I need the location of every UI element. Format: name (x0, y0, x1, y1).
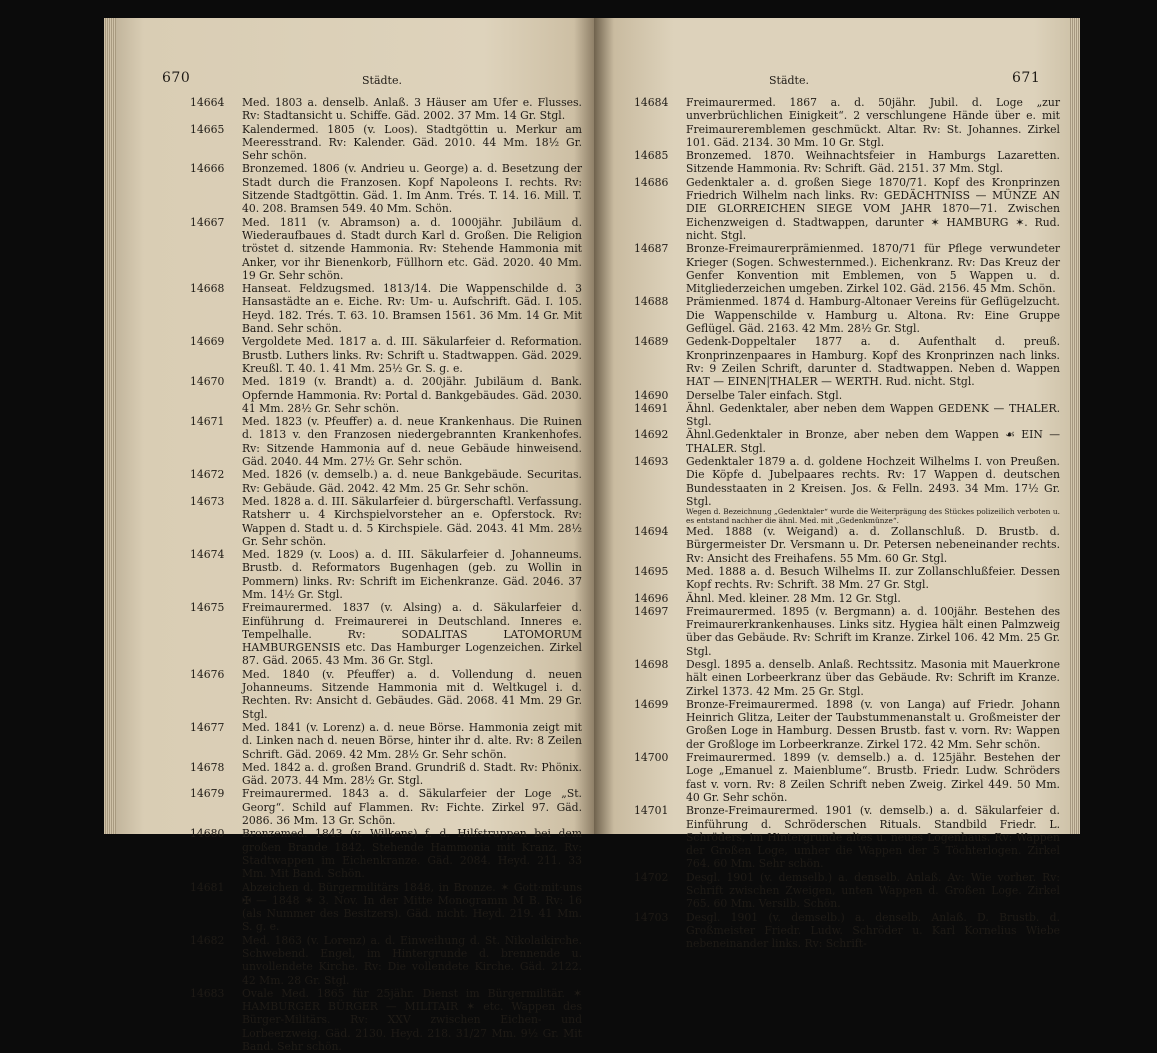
entry-number: 14703 (634, 910, 669, 924)
entry-number: 14669 (190, 335, 225, 349)
entry-number: 14668 (190, 282, 225, 296)
catalog-entry (190, 123, 582, 163)
entry-text: Med. 1841 (v. Lorenz) a. d. neue Börse. Hammonia zeigt mit d. Linken nach d. neuen Börse, hinter ihr d. alte. Rv: 8 Zeilen Schrift. Gäd. 2069. 42 Mm. 28½ Gr. Sehr schön. (242, 720, 582, 761)
catalog-entry (634, 96, 1060, 149)
entry-number: 14694 (634, 525, 669, 539)
entry-number: 14675 (190, 601, 225, 615)
catalog-entry (634, 605, 1060, 658)
entry-text: Med. 1863 (v. Lorenz) a. d. Einweihung d. St. Nikolaikirche. Schwebend. Engel, im Hintergrunde d. brennende u. unvollendete Kirche. Rv: Die vollendete Kirche. Gäd. 2122. 42 Mm. 28 Gr. Stgl. (242, 933, 582, 987)
catalog-entry (190, 468, 582, 495)
catalog-entry (190, 601, 582, 667)
entry-text: Bronze-Freimaurermed. 1901 (v. demselb.) a. d. Säkularfeier d. Einführung d. Schröderschen Rituals. Standbild Friedr. L. Schröders, im Hintergrunde altes u. neues Logenhaus. Rv: Wappen der Großen Loge, umher die Wappen der 5 Töchterlogen. Zirkel 764. 60 Mm. Sehr schön. (686, 804, 1060, 871)
entry-number: 14682 (190, 933, 225, 947)
right-entry-list (634, 96, 1060, 951)
entry-number: 14702 (634, 870, 669, 884)
catalog-entry (634, 751, 1060, 804)
entry-text: Med. 1888 (v. Weigand) a. d. Zollanschluß. D. Brustb. d. Bürgermeister Dr. Versmann u. Dr. Petersen nebeneinander rechts. Rv: Ansicht des Freihafens. 55 Mm. 60 Gr. Stgl. (686, 525, 1060, 565)
catalog-entry (190, 216, 582, 282)
entry-number: 14672 (190, 468, 225, 482)
entry-text: Hanseat. Feldzugsmed. 1813/14. Die Wappenschilde d. 3 Hansastädte an e. Eiche. Rv: Um- u. Aufschrift. Gäd. I. 105. Heyd. 182. Trés. T. 63. 10. Bramsen 1561. 36 Mm. 14 Gr. Mit Band. Sehr schön. (242, 282, 582, 336)
entry-number: 14698 (634, 657, 669, 671)
footnote-text: Wegen d. Bezeichnung „Gedenktaler“ wurde die Weiterprägung des Stückes polizeilich verboten u. es entstand nachher die ähnl. Med. mit „Gedenkmünze“. (686, 507, 1060, 525)
entry-text: Freimaurermed. 1899 (v. demselb.) a. d. 125jähr. Bestehen der Loge „Emanuel z. Maienblume“. Brustb. Friedr. Ludw. Schröders fast v. vorn. Rv: 8 Zeilen Schrift neben Zweig. Zirkel 449. 50 Mm. 40 Gr. Sehr schön. (686, 751, 1060, 804)
catalog-entry (634, 592, 1060, 605)
catalog-entry (634, 176, 1060, 242)
catalog-entry (634, 565, 1060, 592)
catalog-entry (634, 525, 1060, 565)
catalog-entry (634, 455, 1060, 508)
catalog-entry (190, 787, 582, 827)
entry-text: Med. 1888 a. d. Besuch Wilhelms II. zur Zollanschlußfeier. Dessen Kopf rechts. Rv: Schrift. 38 Mm. 27 Gr. Stgl. (686, 564, 1060, 592)
entry-number: 14690 (634, 388, 669, 402)
entry-number: 14681 (190, 880, 225, 894)
left-page (104, 18, 594, 1053)
entry-text: Freimaurermed. 1895 (v. Bergmann) a. d. 100jähr. Bestehen des Freimaurerkrankenhauses. Links sitz. Hygiea hält einen Palmzweig über das Gebäude. Rv: Schrift im Kranze. Zirkel 106. 42 Mm. 25 Gr. Stgl. (686, 604, 1060, 658)
entry-number: 14691 (634, 401, 669, 415)
entry-number: 14677 (190, 720, 225, 734)
entry-number: 14686 (634, 175, 669, 189)
entry-number: 14666 (190, 162, 225, 176)
catalog-entry (190, 495, 582, 548)
entry-number: 14687 (634, 242, 669, 256)
entry-text: Med. 1826 (v. demselb.) a. d. neue Bankgebäude. Securitas. Rv: Gebäude. Gäd. 2042. 42 Mm. 25 Gr. Sehr schön. (242, 468, 582, 495)
catalog-entry (190, 548, 582, 601)
catalog-entry (634, 804, 1060, 870)
catalog-entry (634, 389, 1060, 402)
catalog-entry (634, 428, 1060, 455)
entry-text: Bronzemed. 1806 (v. Andrieu u. George) a. d. Besetzung der Stadt durch die Franzosen. Kopf Napoleons I. rechts. Rv: Sitzende Stadtgöttin. Gäd. 1. Im Anm. Trés. T. 14. 16. Mill. T. 40. 208. Bramsen 549. 40 Mm. Schön. (242, 162, 582, 216)
catalog-entry (190, 162, 582, 215)
catalog-entry (190, 827, 582, 880)
catalog-entry (634, 698, 1060, 751)
entry-number: 14689 (634, 335, 669, 349)
entry-number: 14673 (190, 494, 225, 508)
catalog-entry (634, 871, 1060, 911)
catalog-entry (190, 934, 582, 987)
entry-number: 14685 (634, 149, 669, 163)
entry-number: 14684 (634, 96, 669, 109)
catalog-entry (190, 881, 582, 934)
entry-text: Desgl. 1901 (v. demselb.) a. denselb. Anlaß. D. Brustb. d. Großmeister Friedr. Ludw. Schröder u. Karl Kornelius Wiebe nebeneinander links. Rv: Schrift- (686, 910, 1060, 951)
catalog-entry (190, 721, 582, 761)
entry-text: Freimaurermed. 1843 a. d. Säkularfeier der Loge „St. Georg“. Schild auf Flammen. Rv: Fichte. Zirkel 97. Gäd. 2086. 36 Mm. 13 Gr. Schön. (242, 787, 582, 828)
entry-text: Bronze-Freimaurerprämienmed. 1870/71 für Pflege verwundeter Krieger (Sogen. Schwesternmed.). Eichenkranz. Rv: Das Kreuz der Genfer Konvention mit Emblemen, von 5 Wappen u. d. Mitgliederzeichen umgeben. Zirkel 102. Gäd. 2156. 45 Mm. Schön. (686, 242, 1060, 296)
entry-number: 14674 (190, 548, 225, 562)
entry-text: Derselbe Taler einfach. Stgl. (686, 388, 843, 402)
entry-text: Bronzemed. 1870. Weihnachtsfeier in Hamburgs Lazaretten. Sitzende Hammonia. Rv: Schrift. Gäd. 2151. 37 Mm. Stgl. (686, 149, 1060, 176)
footnote (634, 508, 1060, 525)
left-running-head: Städte. (362, 74, 402, 87)
open-book (104, 18, 1080, 1053)
entry-text: Med. 1840 (v. Pfeuffer) a. d. Vollendung d. neuen Johanneums. Sitzende Hammonia mit d. Weltkugel i. d. Rechten. Rv: Ansicht d. Gebäudes. Gäd. 2068. 41 Mm. 29 Gr. Stgl. (242, 667, 582, 721)
entry-number: 14679 (190, 787, 225, 801)
entry-text: Kalendermed. 1805 (v. Loos). Stadtgöttin u. Merkur am Meeresstrand. Rv: Kalender. Gäd. 2010. 44 Mm. 18½ Gr. Sehr schön. (242, 122, 582, 163)
entry-text: Freimaurermed. 1867 a. d. 50jähr. Jubil. d. Loge „zur unverbrüchlichen Einigkeit“. 2 verschlungene Hände über e. mit Freimaureremblemen geschmückt. Altar. Rv: St. Johannes. Zirkel 101. Gäd. 2134. 30 Mm. 10 Gr. Stgl. (686, 96, 1060, 149)
catalog-entry (190, 375, 582, 415)
entry-text: Gedenktaler 1879 a. d. goldene Hochzeit Wilhelms I. von Preußen. Die Köpfe d. Jubelpaares rechts. Rv: 17 Wappen d. deutschen Bundesstaaten in 2 Kreisen. Jos. & Felln. 2493. 34 Mm. 17½ Gr. Stgl. (686, 455, 1060, 508)
right-running-head: Städte. (769, 74, 809, 87)
catalog-entry (190, 987, 582, 1053)
catalog-entry (634, 658, 1060, 698)
entry-number: 14676 (190, 667, 225, 681)
entry-number: 14664 (190, 96, 225, 109)
entry-text: Desgl. 1895 a. denselb. Anlaß. Rechtssitz. Masonia mit Mauerkrone hält einen Lorbeerkranz über das Gebäude. Rv: Schrift im Kranze. Zirkel 1373. 42 Mm. 25 Gr. Stgl. (686, 657, 1060, 698)
entry-text: Ovale Med. 1865 für 25jähr. Dienst im Bürgermilitär. ✶ HAMBURGER BÜRGER — MILITAIR ✶ etc. Wappen des Bürger-Militärs. Rv: XXV zwischen Eichen- und Lorbeerzweig. Gäd. 2130. Heyd. 218. 31/27 Mm. 9½ Gr. Mit Band. Sehr schön. (242, 986, 582, 1053)
entry-number: 14696 (634, 591, 669, 605)
entry-text: Freimaurermed. 1837 (v. Alsing) a. d. Säkularfeier d. Einführung d. Freimaurerei in Deutschland. Inneres e. Tempelhalle. Rv: SODALITAS LATOMORUM HAMBURGENSIS etc. Das Hamburger Logenzeichen. Zirkel 87. Gäd. 2065. 43 Mm. 36 Gr. Stgl. (242, 601, 582, 668)
entry-text: Med. 1828 a. d. III. Säkularfeier d. bürgerschaftl. Verfassung. Ratsherr u. 4 Kirchspielvorsteher an e. Opferstock. Rv: Wappen d. Stadt u. d. 5 Kirchspiele. Gäd. 2043. 41 Mm. 28½ Gr. Sehr schön. (242, 494, 582, 548)
entry-text: Abzeichen d. Bürgermilitärs 1848, in Bronze. ✶ Gott·mit·uns ✠ — 1848 ✶ 3. Nov. In der Mitte Monogramm M B. Rv: 16 (als Nummer des Besitzers). Gäd. nicht. Heyd. 219. 41 Mm. S. g. e. (242, 880, 582, 934)
catalog-entry (634, 242, 1060, 295)
catalog-entry (190, 668, 582, 721)
page-edges-right (1070, 18, 1080, 834)
entry-number: 14699 (634, 697, 669, 711)
entry-text: Med. 1823 (v. Pfeuffer) a. d. neue Krankenhaus. Die Ruinen d. 1813 v. den Franzosen niedergebrannten Krankenhofes. Rv: Sitzende Hammonia auf d. neue Gebäude hinweisend. Gäd. 2040. 44 Mm. 27½ Gr. Sehr schön. (242, 415, 582, 469)
catalog-entry (190, 415, 582, 468)
entry-number: 14701 (634, 804, 669, 818)
catalog-entry (190, 761, 582, 788)
catalog-entry (190, 335, 582, 375)
entry-number: 14700 (634, 751, 669, 765)
right-page (594, 18, 1080, 951)
page-edges-left (104, 18, 116, 834)
entry-number: 14692 (634, 428, 669, 442)
entry-text: Ähnl. Gedenktaler, aber neben dem Wappen GEDENK — THALER. Stgl. (686, 401, 1060, 429)
entry-number: 14678 (190, 760, 225, 774)
entry-number: 14680 (190, 827, 225, 841)
entry-text: Med. 1819 (v. Brandt) a. d. 200jähr. Jubiläum d. Bank. Opfernde Hammonia. Rv: Portal d. Bankgebäudes. Gäd. 2030. 41 Mm. 28½ Gr. Sehr schön. (242, 375, 582, 415)
catalog-entry (634, 911, 1060, 951)
entry-text: Med. 1842 a. d. großen Brand. Grundriß d. Stadt. Rv: Phönix. Gäd. 2073. 44 Mm. 28½ Gr. Stgl. (242, 760, 582, 788)
entry-number: 14697 (634, 604, 669, 618)
catalog-entry (634, 149, 1060, 176)
entry-text: Med. 1803 a. denselb. Anlaß. 3 Häuser am Ufer e. Flusses. Rv: Stadtansicht u. Schiffe. Gäd. 2002. 37 Mm. 14 Gr. Stgl. (242, 96, 582, 123)
left-page-number: 670 (162, 70, 191, 86)
entry-text: Prämienmed. 1874 d. Hamburg-Altonaer Vereins für Geflügelzucht. Die Wappenschilde v. Hamburg u. Altona. Rv: Eine Gruppe Geflügel. Gäd. 2163. 42 Mm. 28½ Gr. Stgl. (686, 295, 1060, 336)
entry-text: Gedenk-Doppeltaler 1877 a. d. Aufenthalt d. preuß. Kronprinzenpaares in Hamburg. Kopf des Kronprinzen nach links. Rv: 9 Zeilen Schrift, darunter d. Stadtwappen. Neben d. Wappen HAT — EINEN|THALER — WERTH. Rud. nicht. Stgl. (686, 335, 1060, 389)
left-entry-list (190, 96, 582, 1053)
entry-number: 14665 (190, 122, 225, 136)
entry-text: Vergoldete Med. 1817 a. d. III. Säkularfeier d. Reformation. Brustb. Luthers links. Rv: Schrift u. Stadtwappen. Gäd. 2029. Kreußl. T. 40. 1. 41 Mm. 25½ Gr. S. g. e. (242, 335, 582, 375)
entry-number: 14667 (190, 215, 225, 229)
catalog-entry (190, 96, 582, 123)
entry-text: Gedenktaler a. d. großen Siege 1870/71. Kopf des Kronprinzen Friedrich Wilhelm nach links. Rv: GEDÄCHTNISS — MÜNZE AN DIE GLORREICHEN SIEGE VOM JAHR 1870—71. Zwischen Eichenzweigen d. Stadtwappen, darunter ✶ HAMBURG ✶. Rud. nicht. Stgl. (686, 175, 1060, 242)
catalog-entry (634, 335, 1060, 388)
entry-text: Med. 1829 (v. Loos) a. d. III. Säkularfeier d. Johanneums. Brustb. d. Reformators Bugenhagen (geb. zu Wollin in Pommern) links. Rv: Schrift im Eichenkranze. Gäd. 2046. 37 Mm. 14½ Gr. Stgl. (242, 548, 582, 601)
entry-text: Ähnl.Gedenktaler in Bronze, aber neben dem Wappen ☙ EIN — THALER. Stgl. (686, 428, 1060, 455)
entry-number: 14693 (634, 455, 669, 469)
entry-number: 14688 (634, 295, 669, 309)
entry-number (634, 508, 686, 525)
entry-text: Ähnl. Med. kleiner. 28 Mm. 12 Gr. Stgl. (686, 591, 901, 605)
entry-number: 14683 (190, 986, 225, 1000)
entry-text: Desgl. 1901 (v. demselb.) a. denselb. Anlaß. Av: Wie vorher. Rv: Schrift zwischen Zweigen, unten Wappen d. Großen Loge. Zirkel 765. 60 Mm. Versilb. Schön. (686, 870, 1060, 911)
entry-text: Bronzemed. 1843 (v. Wilkens) f. d. Hilfstruppen bei dem großen Brande 1842. Stehende Hammonia mit Kranz. Rv: Stadtwappen im Eichenkranze. Gäd. 2084. Heyd. 211. 33 Mm. Mit Band. Schön. (242, 827, 582, 881)
entry-number: 14671 (190, 415, 225, 429)
catalog-entry (634, 295, 1060, 335)
right-page-number: 671 (1012, 70, 1041, 86)
entry-number: 14695 (634, 564, 669, 578)
catalog-entry (634, 402, 1060, 429)
entry-text: Med. 1811 (v. Abramson) a. d. 1000jähr. Jubiläum d. Wiederaufbaues d. Stadt durch Karl d. Großen. Die Religion tröstet d. sitzende Hammonia. Rv: Stehende Hammonia mit Anker, vor ihr Bienenkorb, Füllhorn etc. Gäd. 2020. 40 Mm. 19 Gr. Sehr schön. (242, 215, 582, 282)
entry-text: Bronze-Freimaurermed. 1898 (v. von Langa) auf Friedr. Johann Heinrich Glitza, Leiter der Taubstummenanstalt u. Großmeister der Großen Loge in Hamburg. Dessen Brustb. fast v. vorn. Rv: Wappen der Großloge im Lorbeerkranze. Zirkel 172. 42 Mm. Sehr schön. (686, 697, 1060, 751)
catalog-entry (190, 282, 582, 335)
entry-number: 14670 (190, 375, 225, 389)
